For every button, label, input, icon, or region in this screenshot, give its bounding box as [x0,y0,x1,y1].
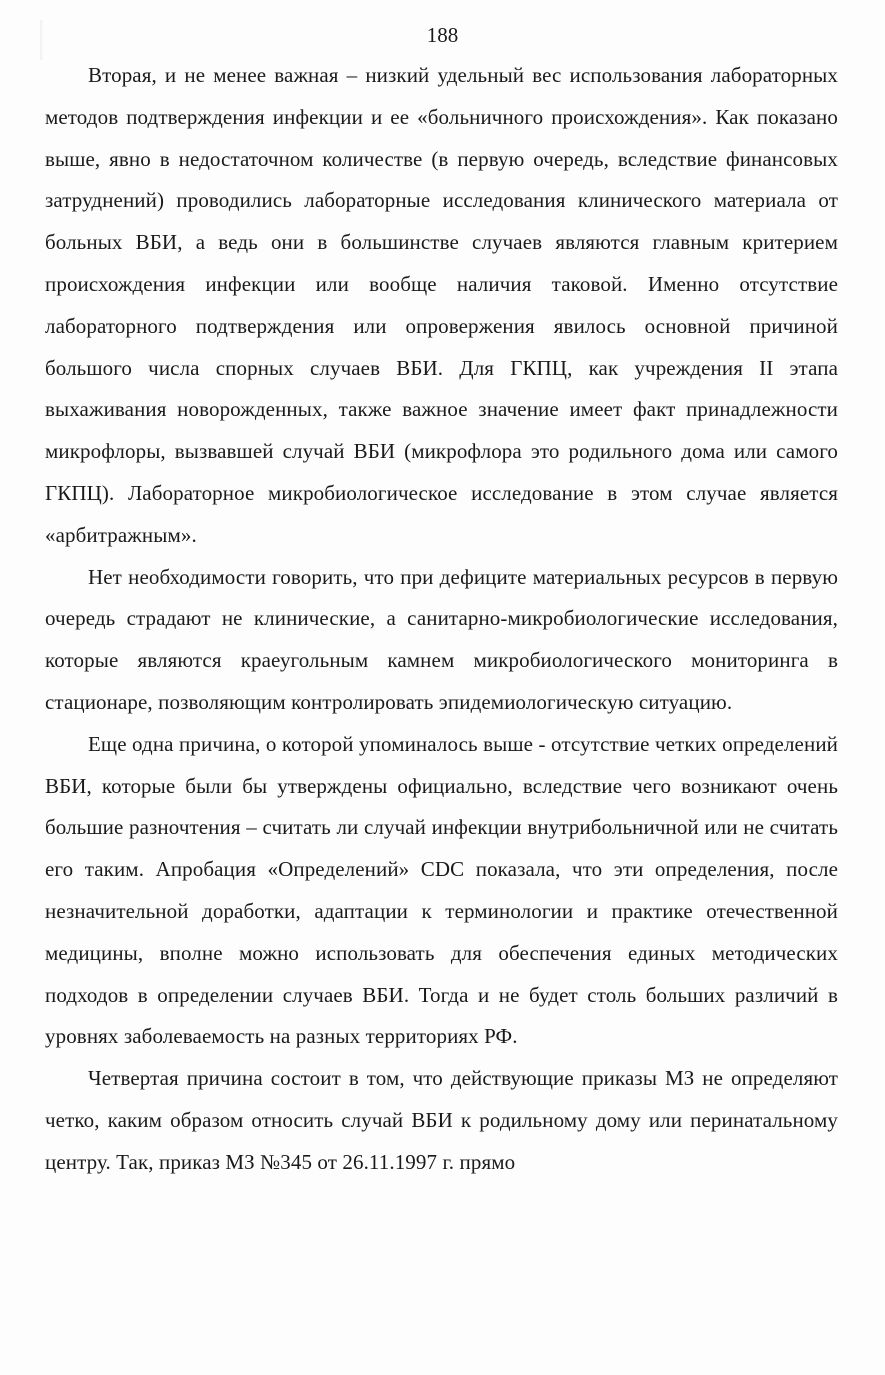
paragraph-4: Четвертая причина состоит в том, что действующие приказы МЗ не определяют четко, каким образом относить случай ВБИ к родильному дому или перинатальному центру. Так, приказ МЗ №345 от 26.11.1997 г. прямо [45,1066,838,1174]
paragraph-3: Еще одна причина, о которой упоминалось выше - отсутствие четких определений ВБИ, которые были бы утверждены официально, вследствие чего возникают очень большие разночтения – считать ли случай инфекции внутрибольничной или не считать его таким. Апробация «Определений» CDC показала, что эти определения, после незначительной доработки, адаптации к терминологии и практике отечественной медицины, вполне можно использовать для обеспечения единых методических подходов в определении случаев ВБИ. Тогда и не будет столь больших различий в уровнях заболеваемость на разных территориях РФ. [45,731,838,1049]
document-body [45,55,838,1184]
paragraph-1: Вторая, и не менее важная – низкий удельный вес использования лабораторных методов подтверждения инфекции и ее «больничного происхождения». Как показано выше, явно в недостаточном количестве (в первую очередь, вследствие финансовых затруднений) проводились лабораторные исследования клинического материала от больных ВБИ, а ведь они в большинстве случаев являются главным критерием происхождения инфекции или вообще наличия таковой. Именно отсутствие лабораторного подтверждения или опровержения явилось основной причиной большого числа спорных случаев ВБИ. Для ГКПЦ, как учреждения II этапа выхаживания новорожденных, также важное значение имеет факт принадлежности микрофлоры, вызвавшей случай ВБИ (микрофлора это родильного дома или самого ГКПЦ). Лабораторное микробиологическое исследование в этом случае является «арбитражным». [45,63,838,547]
page-number: 188 [426,23,459,47]
paragraph-2: Нет необходимости говорить, что при дефиците материальных ресурсов в первую очередь страдают не клинические, а санитарно-микробиологические исследования, которые являются краеугольным камнем микробиологического мониторинга в стационаре, позволяющим контролировать эпидемиологическую ситуацию. [45,564,838,714]
